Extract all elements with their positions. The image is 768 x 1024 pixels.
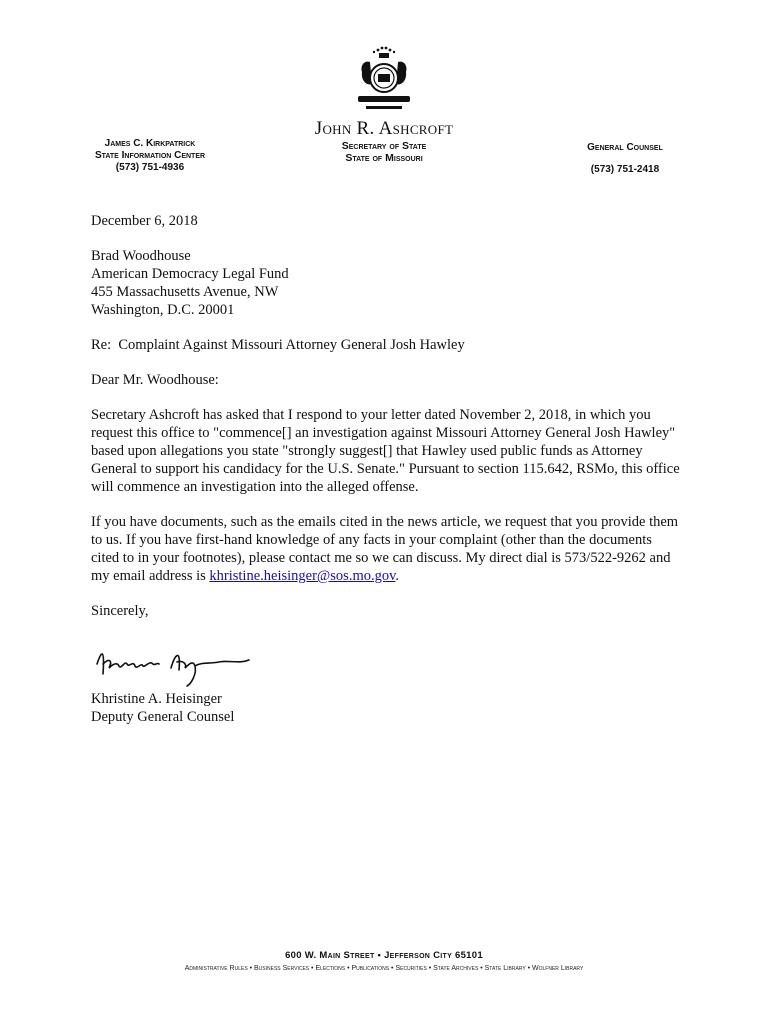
recipient-address — [91, 247, 681, 319]
signer-title: Deputy General Counsel — [91, 709, 235, 725]
left-header-name: James C. Kirkpatrick — [104, 138, 196, 149]
subject-line: Re: Complaint Against Missouri Attorney General Josh Hawley — [91, 337, 465, 353]
right-header-phone: (573) 751-2418 — [590, 164, 660, 175]
signer-name: Khristine A. Heisinger — [91, 691, 222, 707]
paragraph-1: Secretary Ashcroft has asked that I respond to your letter dated November 2, 2018, in which you request this office to "commence[] an investigation against Missouri Attorney General Josh Hawley" based upon allegations you state "strongly suggest[] that Hawley used public funds as Attorney General to support his candidacy for the U.S. Senate." Pursuant to section 115.642, RSMo, this office will commence an investigation into the alleged offense. — [91, 407, 680, 495]
footer-address: 600 W. Main Street • Jefferson City 65101 — [285, 950, 483, 961]
state-name: State of Missouri — [345, 152, 423, 164]
letter-body — [91, 212, 681, 726]
center-header-block — [270, 118, 498, 164]
right-header-office: General Counsel — [587, 142, 663, 153]
salutation: Dear Mr. Woodhouse: — [91, 372, 219, 388]
closing: Sincerely, — [91, 603, 149, 619]
left-header-phone: (573) 751-4936 — [115, 162, 185, 173]
secretary-title: Secretary of State — [341, 140, 427, 152]
paragraph-2 — [91, 513, 681, 585]
recipient-org: American Democracy Legal Fund — [91, 266, 289, 282]
footer-departments: Administrative Rules • Business Services • Elections • Publications • Securities • State Archives • State Library • Wolfner Library — [184, 965, 584, 972]
footer — [0, 950, 768, 972]
recipient-city: Washington, D.C. 20001 — [91, 302, 235, 318]
left-header-block — [60, 138, 240, 174]
letter-date: December 6, 2018 — [91, 213, 198, 229]
missouri-state-seal-icon — [352, 44, 416, 114]
secretary-name: John R. Ashcroft — [314, 118, 454, 139]
paragraph-2-text: If you have documents, such as the emails cited in the news article, we request that you provide them to us. If you have first-hand knowledge of any facts in your complaint (other than the documents cited to in your footnotes), please contact me so we can discuss. My direct dial is 573/522-9262 and my email address is — [91, 514, 679, 584]
right-header-block — [560, 142, 690, 176]
recipient-street: 455 Massachusetts Avenue, NW — [91, 284, 279, 300]
signature-image — [91, 634, 251, 690]
email-link[interactable]: khristine.heisinger@sos.mo.gov — [209, 568, 396, 584]
paragraph-2-end: . — [395, 568, 400, 584]
recipient-name: Brad Woodhouse — [91, 248, 191, 264]
left-header-office: State Information Center — [94, 150, 206, 161]
